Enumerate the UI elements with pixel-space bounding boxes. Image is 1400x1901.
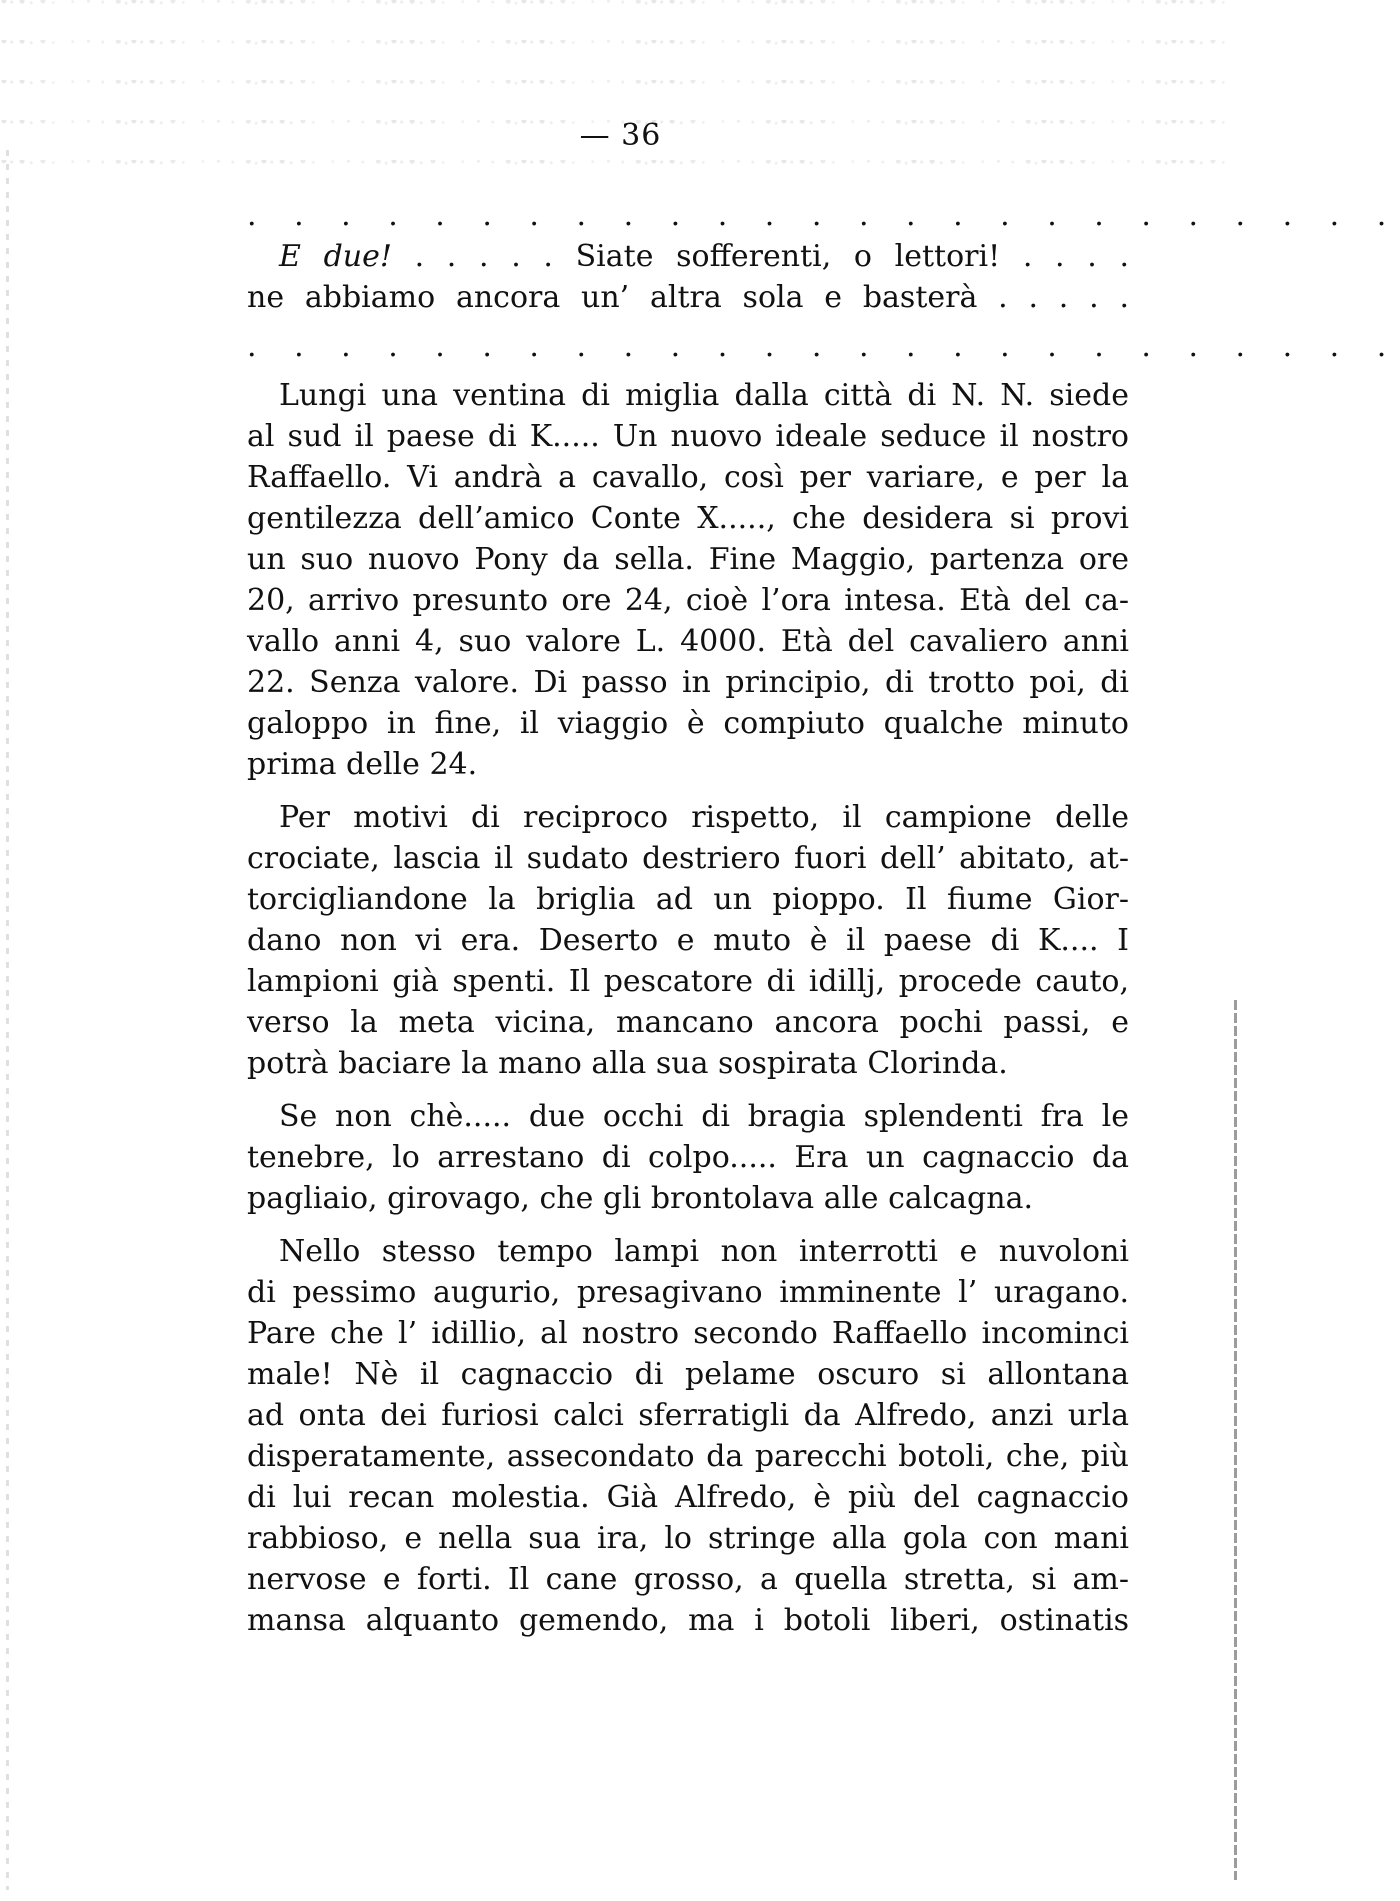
paragraph-line: tenebre, lo arrestano di colpo..... Era un cagnaccio da — [247, 1140, 1129, 1175]
paragraph-line: rabbioso, e nella sua ira, lo stringe alla gola con mani — [247, 1521, 1129, 1556]
paragraph-line: crociate, lascia il sudato destriero fuori dell’ abitato, at- — [247, 841, 1129, 876]
scan-right-edge — [1234, 1000, 1237, 1880]
paragraph-line: Per motivi di reciproco rispetto, il campione delle — [279, 800, 1129, 835]
paragraph-line: gentilezza dell’amico Conte X....., che desidera si provi — [247, 501, 1129, 536]
intro-line-2: ne abbiamo ancora un’ altra sola e basterà . . . . . — [247, 280, 1129, 315]
paragraph-line: mansa alquanto gemendo, ma i botoli liberi, ostinatis — [247, 1603, 1129, 1638]
paragraph-line: torcigliandone la briglia ad un pioppo. Il fiume Gior- — [247, 882, 1129, 917]
dots-separator: . . . . . . . . . . . . . . . . . . . . . . . . . — [247, 198, 1400, 233]
paragraph-line: nervose e forti. Il cane grosso, a quella stretta, si am- — [247, 1562, 1129, 1597]
paragraph-line: Raffaello. Vi andrà a cavallo, così per variare, e per la — [247, 460, 1129, 495]
intro-line-1-rest: . . . . . Siate sofferenti, o lettori! . . . . — [391, 239, 1129, 274]
paragraph-line: 22. Senza valore. Di passo in principio, di trotto poi, di — [247, 665, 1129, 700]
paragraph-4 — [247, 1231, 1129, 1641]
paragraph-line: un suo nuovo Pony da sella. Fine Maggio, partenza ore — [247, 542, 1129, 577]
paragraph-line: prima delle 24. — [247, 747, 478, 782]
body-text — [247, 195, 1400, 1641]
paragraph-line: 20, arrivo presunto ore 24, cioè l’ora intesa. Età del ca- — [247, 583, 1129, 618]
paragraph-line: Se non chè..... due occhi di bragia splendenti fra le — [279, 1099, 1129, 1134]
paragraph-2 — [247, 797, 1129, 1084]
paragraph-line: ad onta dei furiosi calci sferratigli da Alfredo, anzi urla — [247, 1398, 1129, 1433]
paragraph-line: al sud il paese di K..... Un nuovo ideale seduce il nostro — [247, 419, 1129, 454]
paragraph-line: disperatamente, assecondato da parecchi botoli, che, più — [247, 1439, 1129, 1474]
page-number: — 36 — [579, 118, 662, 153]
paragraph-line: male! Nè il cagnaccio di pelame oscuro si allontana — [247, 1357, 1129, 1392]
paragraph-line: Pare che l’ idillio, al nostro secondo Raffaello incominci — [247, 1316, 1129, 1351]
paragraph-3 — [247, 1096, 1129, 1219]
paragraph-line: dano non vi era. Deserto e muto è il paese di K.... I — [247, 923, 1129, 958]
scan-left-edge — [6, 150, 9, 1890]
paragraph-line: potrà baciare la mano alla sua sospirata Clorinda. — [247, 1046, 1008, 1081]
paragraph-line: Nello stesso tempo lampi non interrotti e nuvoloni — [279, 1234, 1129, 1269]
paragraph-line: galoppo in fine, il viaggio è compiuto qualche minuto — [247, 706, 1129, 741]
intro-italic: E due! — [279, 239, 392, 274]
paragraph-line: verso la meta vicina, mancano ancora pochi passi, e — [247, 1005, 1129, 1040]
paragraph-line: pagliaio, girovago, che gli brontolava alle calcagna. — [247, 1181, 1033, 1216]
paragraph-line: Lungi una ventina di miglia dalla città di N. N. siede — [279, 378, 1129, 413]
paragraph-line: lampioni già spenti. Il pescatore di idillj, procede cauto, — [247, 964, 1129, 999]
paragraph-line: vallo anni 4, suo valore L. 4000. Età del cavaliero anni — [247, 624, 1129, 659]
paragraph-line: di pessimo augurio, presagivano imminente l’ uragano. — [247, 1275, 1129, 1310]
paragraph-1 — [247, 375, 1129, 785]
intro-line-1 — [247, 236, 1129, 277]
paragraph-line: di lui recan molestia. Già Alfredo, è più del cagnaccio — [247, 1480, 1129, 1515]
dots-separator-2: . . . . . . . . . . . . . . . . . . . . . . . . . — [247, 329, 1400, 364]
